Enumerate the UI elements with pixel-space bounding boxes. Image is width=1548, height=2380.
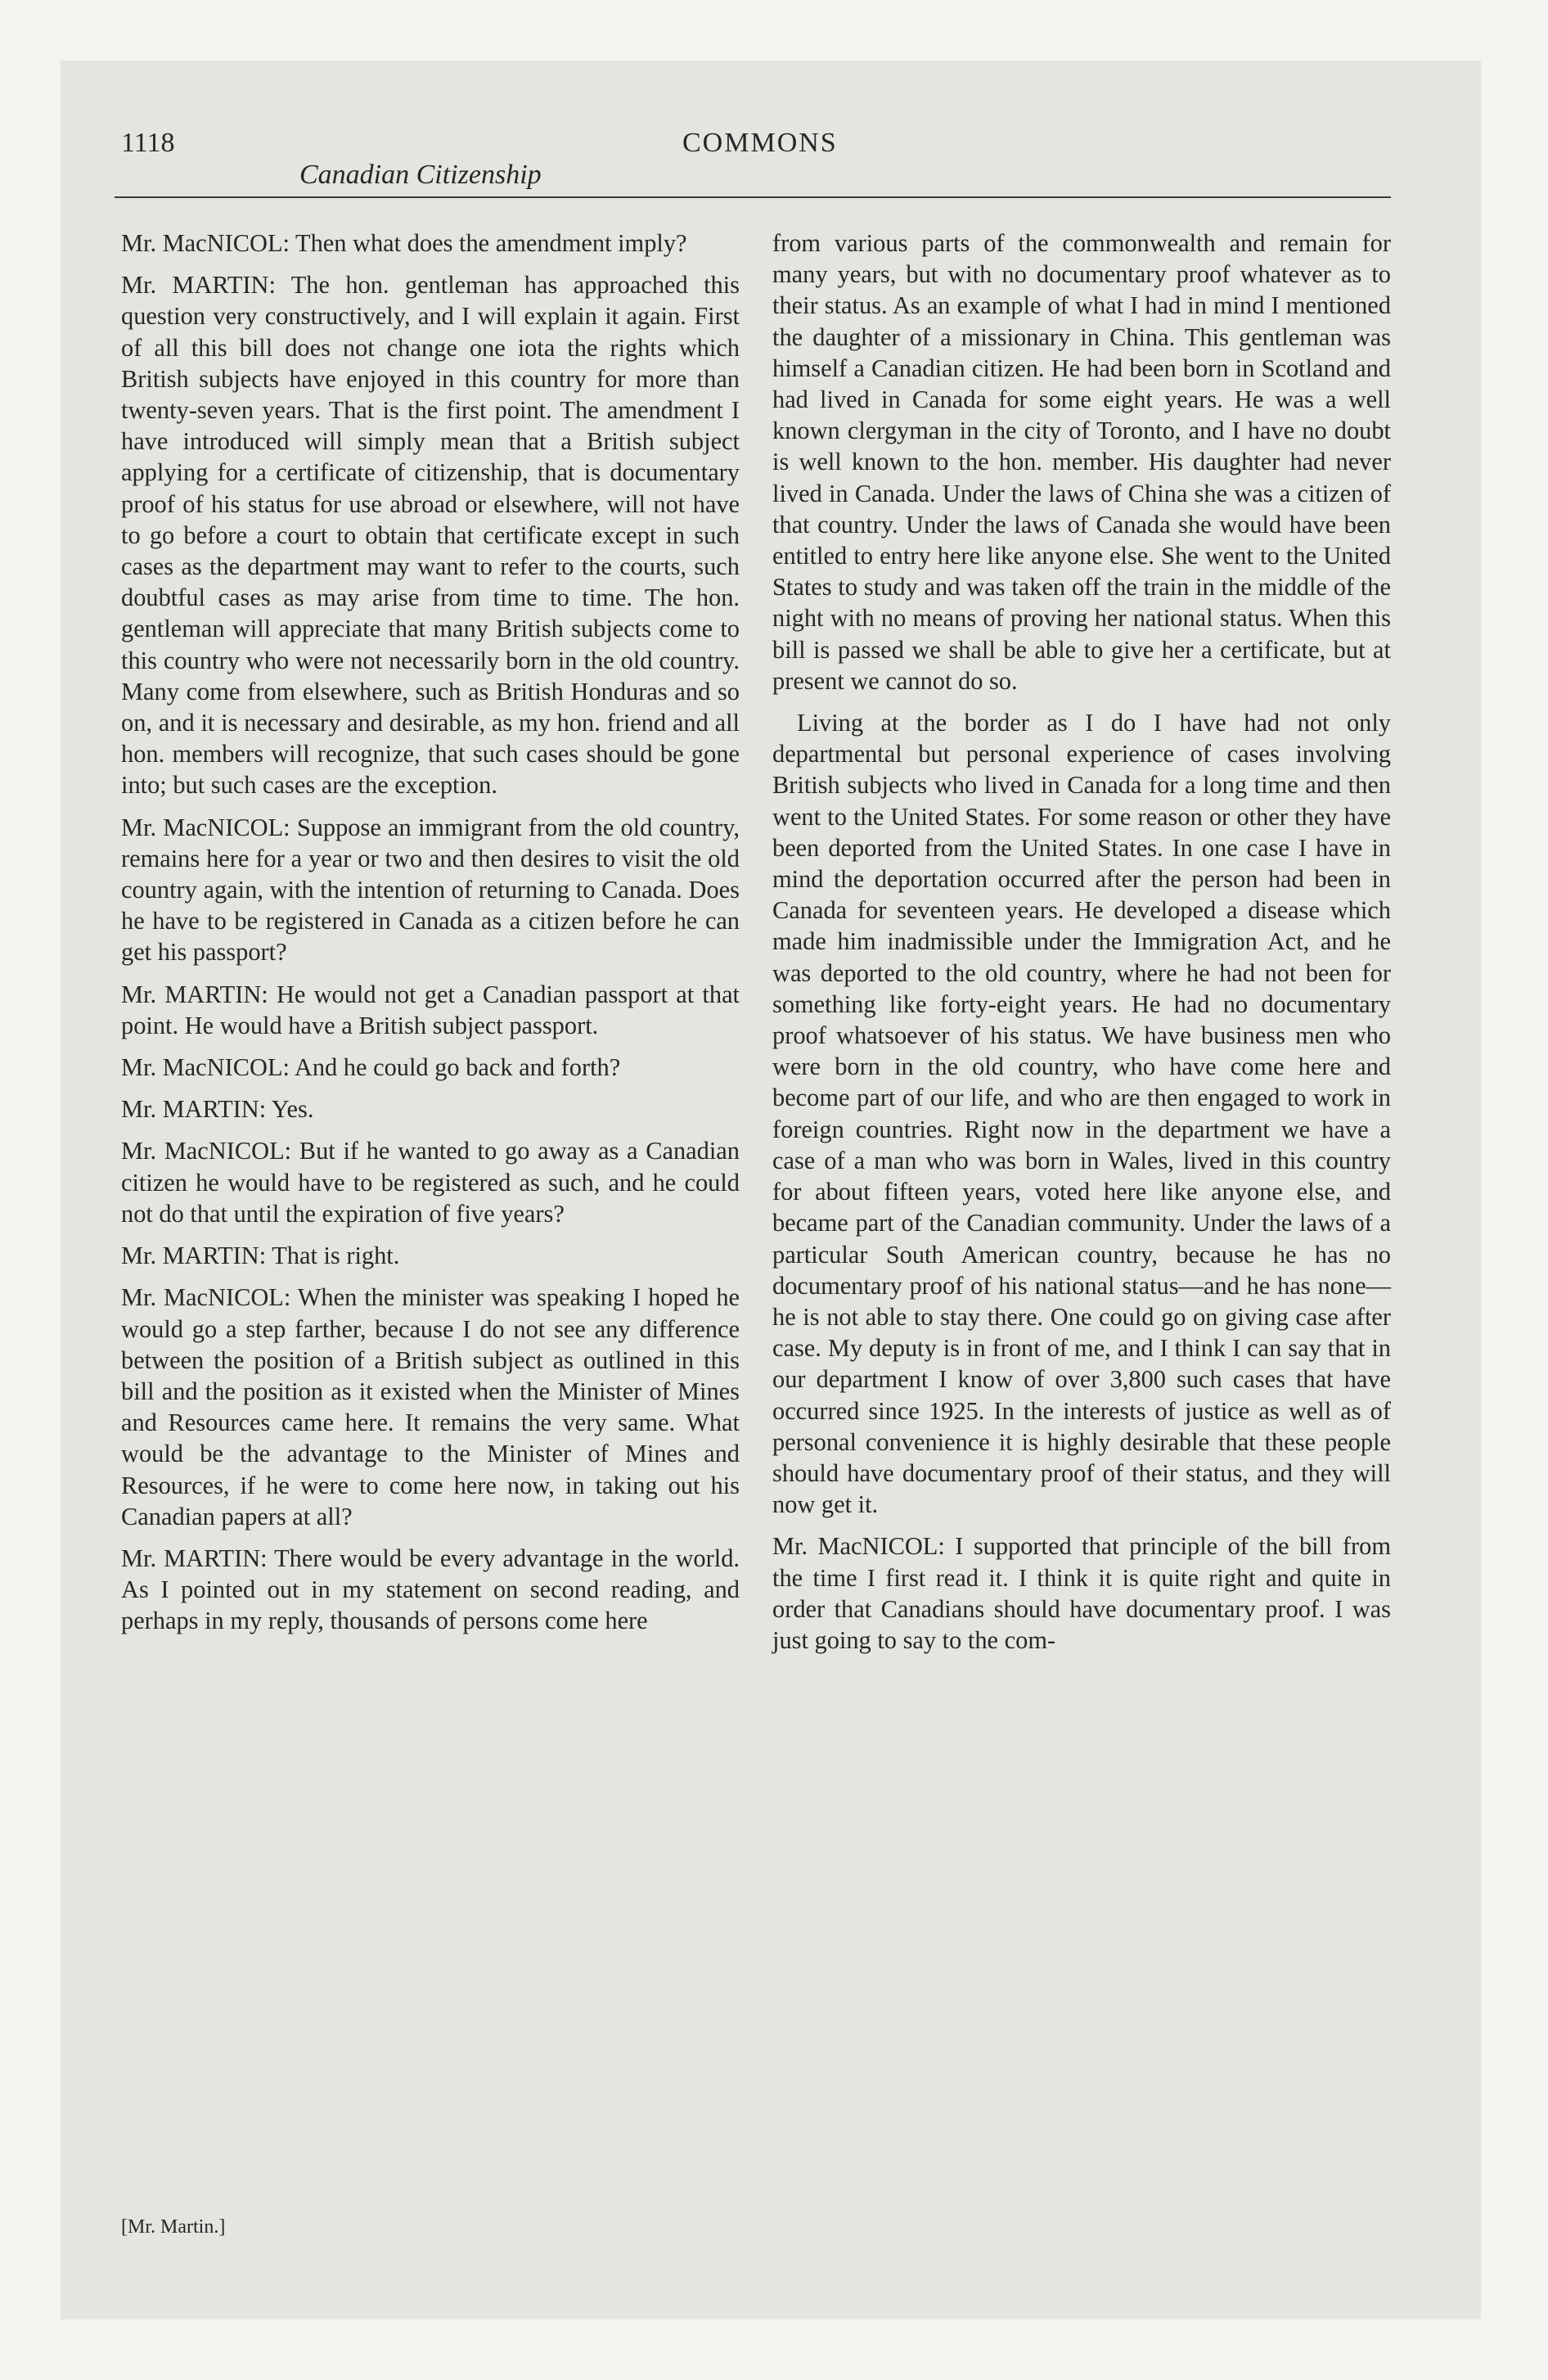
page-header xyxy=(115,115,1391,198)
paragraph: Mr. MARTIN: That is right. xyxy=(121,1242,400,1270)
paragraph: Mr. MacNICOL: Suppose an immigrant from the old country, remains here for a year or two and then desires to visit the old country again, with the intention of returning to Canada. Does he have to be registered in Canada as a citizen before he can get his passport? xyxy=(121,813,740,967)
paragraph: Mr. MARTIN: There would be every advantage in the world. As I pointed out in my statement on second reading, and perhaps in my reply, thousands of persons come here xyxy=(121,1544,740,1635)
running-title: Canadian Citizenship xyxy=(299,160,542,190)
paragraph: Mr. MARTIN: The hon. gentleman has approached this question very constructively, and I will explain it again. First of all this bill does not change one iota the rights which British subjects have enjoyed in this country for more than twenty-seven years. That is the first point. The amendment I have introduced will simply mean that a British subject applying for a certificate of citizenship, that is documentary proof of his status for use abroad or elsewhere, will not have to go before a court to obtain that certificate except in such cases as the department may want to refer to the courts, such doubtful cases as may arise from time to time. The hon. gentleman will appreciate that many British subjects come to this country who were not necessarily born in the old country. Many come from elsewhere, such as British Honduras and so on, and it is necessary and desirable, as my hon. friend and all hon. members will recognize, that such cases should be gone into; but such cases are the exception. xyxy=(121,271,740,800)
page-number: 1118 xyxy=(121,128,175,158)
paragraph: Mr. MacNICOL: I supported that principle of the bill from the time I first read it. I think it is quite right and quite in order that Canadians should have documentary proof. I was just going to say to the com- xyxy=(772,1532,1391,1654)
paragraph: Mr. MacNICOL: But if he wanted to go away as a Canadian citizen he would have to be registered as such, and he could not do that until the expiration of five years? xyxy=(121,1137,740,1228)
right-column xyxy=(772,228,1391,1666)
paragraph: Mr. MacNICOL: And he could go back and forth? xyxy=(121,1053,621,1082)
paragraph: Mr. MARTIN: Yes. xyxy=(121,1095,314,1124)
section-title: COMMONS xyxy=(682,128,838,158)
left-column xyxy=(121,228,740,1648)
paragraph: Mr. MacNICOL: Then what does the amendment imply? xyxy=(121,229,687,257)
speaker-footnote: [Mr. Martin.] xyxy=(121,2216,226,2238)
hansard-page xyxy=(115,115,1391,2275)
paragraph: Living at the border as I do I have had not only departmental but personal experience of cases involving British subjects who lived in Canada for a long time and then went to the United States. For some reason or other they have been deported from the United States. In one case I have in mind the deportation occurred after the person had been in Canada for seventeen years. He developed a disease which made him inadmissible under the Immigration Act, and he was deported to the old country, where he had not been for something like forty-eight years. He had no documentary proof whatsoever of his status. We have business men who were born in the old country, who have come here and become part of our life, and who are then engaged to work in foreign countries. Right now in the department we have a case of a man who was born in Wales, lived in this country for about fifteen years, voted here like anyone else, and became part of the Canadian community. Under the laws of a particular South American country, because he has no documentary proof of his national status—and he has none—he is not able to stay there. One could go on giving case after case. My deputy is in front of me, and I think I can say that in our department I know of over 3,800 such cases that have occurred since 1925. In the interests of justice as well as of personal convenience it is highly desirable that these people should have documentary proof of their status, and they will now get it. xyxy=(772,709,1391,1519)
paragraph: from various parts of the commonwealth and remain for many years, but with no documentary proof whatever as to their status. As an example of what I had in mind I mentioned the daughter of a missionary in China. This gentleman was himself a Canadian citizen. He had been born in Scotland and had lived in Canada for some eight years. He was a well known clergyman in the city of Toronto, and I have no doubt is well known to the hon. member. His daughter had never lived in Canada. Under the laws of China she was a citizen of that country. Under the laws of Canada she would have been entitled to entry here like anyone else. She went to the United States to study and was taken off the train in the middle of the night with no means of proving her national status. When this bill is passed we shall be able to give her a certificate, but at present we cannot do so. xyxy=(772,229,1391,695)
paragraph: Mr. MARTIN: He would not get a Canadian passport at that point. He would have a British subject passport. xyxy=(121,980,740,1039)
paragraph: Mr. MacNICOL: When the minister was speaking I hoped he would go a step farther, because I do not see any difference between the position of a British subject as outlined in this bill and the position as it existed when the Minister of Mines and Resources came here. It remains the very same. What would be the advantage to the Minister of Mines and Resources, if he were to come here now, in taking out his Canadian papers at all? xyxy=(121,1283,740,1530)
